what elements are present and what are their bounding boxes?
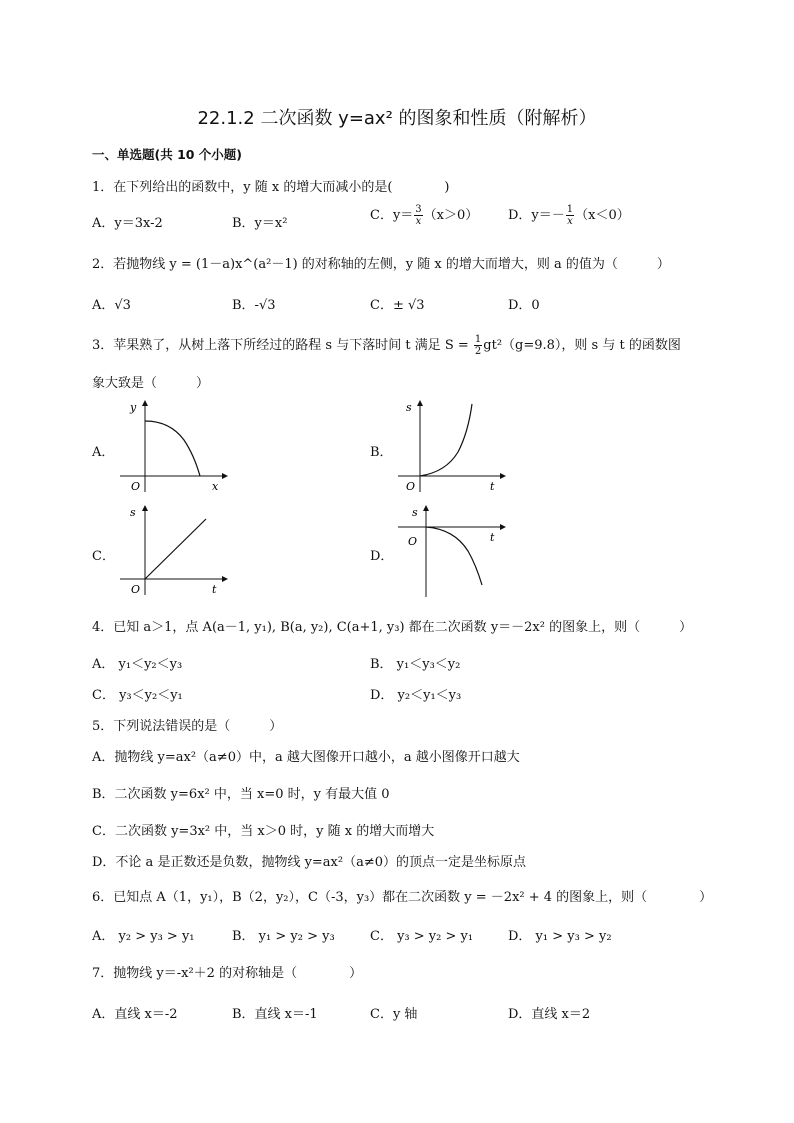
question-4-stem: 4．已知 a＞1，点 A(a－1, y₁), B(a, y₂), C(a+1, y₃) 都在二次函数 y＝－2x² 的图象上，则（ ） <box>92 620 693 635</box>
q1-c-prefix: C．y＝ <box>370 208 414 223</box>
graph-c-x-arrow <box>222 576 228 582</box>
question-6-stem: 6．已知点 A（1，y₁），B（2，y₂），C（-3，y₃）都在二次函数 y = －2x² + 4 的图象上，则（ ） <box>92 890 713 905</box>
q1-option-a[interactable]: A．y＝3x-2 <box>92 216 163 231</box>
q6-option-d[interactable]: D． y₁ > y₃ > y₂ <box>508 929 612 944</box>
q1-c-suffix: （x＞0） <box>423 208 479 223</box>
q7-option-a[interactable]: A．直线 x＝-2 <box>92 1007 178 1022</box>
q1-d-suffix: （x＜0） <box>575 208 630 223</box>
q6-option-a[interactable]: A． y₂ > y₃ > y₁ <box>92 929 195 944</box>
question-5-stem: 5．下列说法错误的是（ ） <box>92 719 283 734</box>
q2-option-c[interactable]: C．± √3 <box>370 298 425 313</box>
q7-option-b[interactable]: B．直线 x＝-1 <box>232 1007 318 1022</box>
q1-option-d[interactable] <box>508 204 630 227</box>
graph-a-y-label: y <box>130 401 137 414</box>
q6-option-c[interactable]: C． y₃ > y₂ > y₁ <box>370 929 474 944</box>
q5-option-c[interactable]: C．二次函数 y=3x² 中，当 x＞0 时，y 随 x 的增大而增大 <box>92 824 435 839</box>
graph-a-x-label: x <box>212 480 219 493</box>
graph-c-y-arrow <box>142 505 148 511</box>
q4-option-b[interactable]: B． y₁＜y₃＜y₂ <box>370 657 461 672</box>
graph-b-x-arrow <box>500 473 506 479</box>
graph-b-y-arrow <box>417 400 423 406</box>
q1-d-num: 1 <box>566 204 574 215</box>
graph-a-y-arrow <box>142 400 148 406</box>
q1-d-den: x <box>567 216 573 227</box>
q5-option-a[interactable]: A．抛物线 y=ax²（a≠0）中，a 越大图像开口越小，a 越小图像开口越大 <box>92 750 520 765</box>
q3-frac-num: 1 <box>474 334 482 345</box>
q3-option-a-label[interactable]: A． <box>92 445 115 460</box>
q7-option-d[interactable]: D．直线 x＝2 <box>508 1007 591 1022</box>
question-2-stem: 2．若抛物线 y = (1－a)x^(a²－1) 的对称轴的左侧，y 随 x 的增大而增大，则 a 的值为（ ） <box>92 257 670 272</box>
graph-c-y-label: s <box>130 506 136 519</box>
q6-option-b[interactable]: B． y₁ > y₂ > y₃ <box>232 929 335 944</box>
q3-graph-a[interactable] <box>118 400 228 495</box>
q3-frac-den: 2 <box>474 346 482 357</box>
q1-c-den: x <box>415 216 422 227</box>
graph-d-origin-label: O <box>408 535 418 548</box>
q3-graph-d[interactable] <box>396 505 506 600</box>
q5-option-b[interactable]: B．二次函数 y=6x² 中，当 x=0 时，y 有最大值 0 <box>92 787 390 802</box>
q4-option-c[interactable]: C． y₃＜y₂＜y₁ <box>92 688 183 703</box>
q1-d-prefix: D．y＝－ <box>508 208 565 223</box>
q3-stem-prefix: 3．苹果熟了，从树上落下所经过的路程 s 与下落时间 t 满足 S = <box>92 338 473 353</box>
graph-a-x-arrow <box>222 473 228 479</box>
question-1-stem: 1．在下列给出的函数中，y 随 x 的增大而减小的是( ) <box>92 180 450 195</box>
graph-b-curve <box>420 404 472 476</box>
graph-a-curve <box>145 421 200 476</box>
q1-d-fraction <box>566 204 574 227</box>
q3-graph-b[interactable] <box>396 400 506 495</box>
q4-option-d[interactable]: D． y₂＜y₁＜y₃ <box>370 688 462 703</box>
question-7-stem: 7．抛物线 y＝-x²＋2 的对称轴是（ ） <box>92 966 363 981</box>
graph-d-y-label: s <box>412 506 418 519</box>
graph-b-origin-label: O <box>406 480 416 493</box>
q2-option-a[interactable]: A．√3 <box>92 298 131 313</box>
q3-stem-suffix: gt²（g=9.8），则 s 与 t 的函数图 <box>483 338 681 353</box>
q5-option-d[interactable]: D．不论 a 是正数还是负数，抛物线 y=ax²（a≠0）的顶点一定是坐标原点 <box>92 855 527 870</box>
graph-a-origin-label: O <box>131 480 141 493</box>
q7-option-c[interactable]: C．y 轴 <box>370 1007 418 1022</box>
graph-d-x-arrow <box>500 524 506 530</box>
question-3-stem-line1 <box>92 334 681 357</box>
question-3-stem-line2: 象大致是（ ） <box>92 376 210 391</box>
graph-c-x-label: t <box>212 583 217 596</box>
q4-option-a[interactable]: A． y₁＜y₂＜y₃ <box>92 657 183 672</box>
q1-option-b[interactable]: B．y＝x² <box>232 216 288 231</box>
graph-c-origin-label: O <box>131 583 141 596</box>
q3-graph-c[interactable] <box>118 505 228 600</box>
q3-stem-fraction <box>474 334 482 357</box>
q1-c-num: 3 <box>415 204 422 215</box>
q3-option-c-label[interactable]: C． <box>92 549 115 564</box>
q1-c-fraction <box>414 204 422 227</box>
graph-c-line <box>145 519 206 579</box>
section-heading: 一、单选题(共 10 个小题) <box>92 147 243 162</box>
q3-option-b-label[interactable]: B． <box>370 445 393 460</box>
graph-d-x-label: t <box>490 531 495 544</box>
q1-option-c[interactable] <box>370 204 478 227</box>
graph-b-x-label: t <box>490 480 495 493</box>
q2-option-b[interactable]: B．-√3 <box>232 298 276 313</box>
graph-d-y-arrow <box>423 505 429 511</box>
graph-d-curve <box>426 527 482 585</box>
graph-b-y-label: s <box>406 401 412 414</box>
page-title: 22.1.2 二次函数 y=ax² 的图象和性质（附解析） <box>197 108 597 129</box>
q2-option-d[interactable]: D．0 <box>508 298 540 313</box>
q3-option-d-label[interactable]: D． <box>370 549 394 564</box>
